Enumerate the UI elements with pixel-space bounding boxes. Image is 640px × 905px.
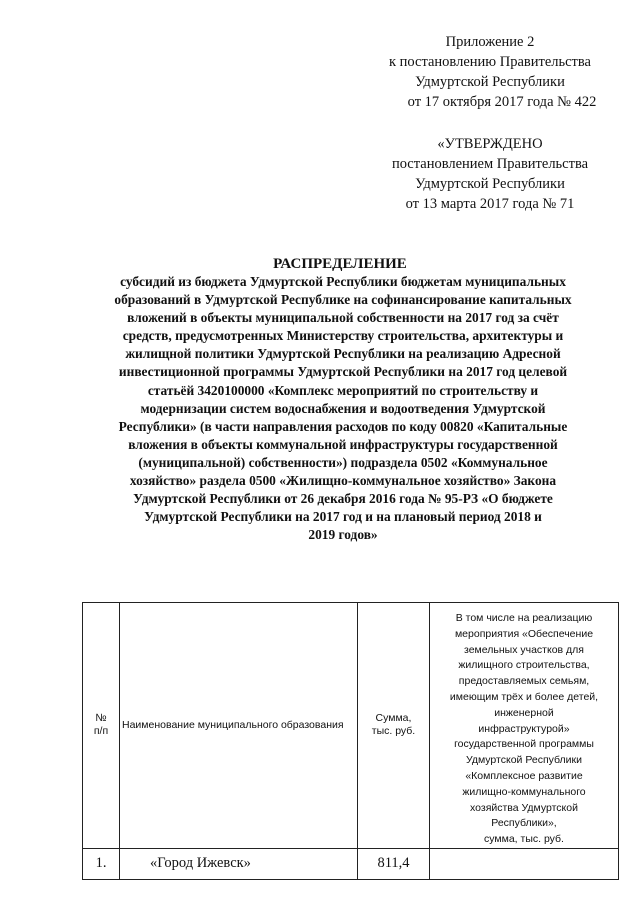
- subtitle-line: статьёй 3420100000 «Комплекс мероприятий по строительству и: [147, 382, 539, 398]
- approval-line: постановлением Правительства: [391, 156, 589, 172]
- row-name: «Город Ижевск»: [120, 848, 358, 879]
- subsidy-table: [82, 602, 619, 880]
- subtitle-line: 2019 годов»: [308, 527, 378, 543]
- subtitle-line: Удмуртской Республики от 26 декабря 2016 года № 95-РЗ «О бюджете: [133, 491, 553, 507]
- approval-line: «УТВЕРЖДЕНО: [437, 136, 543, 152]
- header-name: Наименование муниципального образования: [120, 603, 358, 849]
- subtitle-line: хозяйство» раздела 0500 «Жилищно-коммунальное хозяйство» Закона: [129, 473, 557, 489]
- row-number: 1.: [83, 848, 120, 879]
- subtitle-line: вложений в объекты муниципальной собственности на 2017 год за счёт: [127, 310, 559, 326]
- subtitle-line: модернизации систем водоснабжения и водоотведения Удмуртской: [140, 400, 546, 416]
- subtitle-line: Республики» (в части направления расходов по коду 00820 «Капитальные: [118, 418, 568, 434]
- subtitle-line: инвестиционной программы Удмуртской Республики на 2017 год целевой: [118, 364, 568, 380]
- document-title: РАСПРЕДЕЛЕНИЕ: [273, 256, 407, 272]
- document-subtitle: [74, 273, 612, 544]
- approval-line: от 13 марта 2017 года № 71: [405, 196, 575, 212]
- row-including: [430, 848, 619, 879]
- subtitle-line: Удмуртской Республики на 2017 год и на плановый период 2018 и: [144, 509, 542, 525]
- approval-block: [360, 134, 620, 214]
- subtitle-line: (муниципальной) собственности») подраздела 0502 «Коммунальное: [138, 454, 548, 470]
- subtitle-line: вложения в объекты коммунальной инфраструктуры государственной: [128, 436, 558, 452]
- table-header-row: [83, 603, 619, 849]
- header-sum: Сумма, тыс. руб.: [358, 603, 430, 849]
- header-number: № п/п: [83, 603, 120, 849]
- header-including: В том числе на реализацию мероприятия «Обеспечение земельных участков для жилищного строительства, предоставляемых семьям, имеющим трёх и более детей, инженерной инфраструктурой» государственной программы Удмуртской Республики «Комплексное развитие жилищно-коммунального хозяйства Удмуртской Республики», сумма, тыс. руб.: [430, 603, 619, 849]
- appendix-line: к постановлению Правительства: [389, 54, 591, 70]
- table-row: [83, 848, 619, 879]
- row-sum: 811,4: [358, 848, 430, 879]
- appendix-line: Удмуртской Республики: [415, 74, 565, 90]
- approval-line: Удмуртской Республики: [415, 176, 565, 192]
- appendix-block: [360, 32, 620, 112]
- subtitle-line: образований в Удмуртской Республике на софинансирование капитальных: [114, 292, 572, 308]
- appendix-line: от 17 октября 2017 года № 422: [407, 94, 597, 110]
- subtitle-line: субсидий из бюджета Удмуртской Республики бюджетам муниципальных: [120, 274, 566, 289]
- subtitle-line: жилищной политики Удмуртской Республики на реализацию Адресной: [125, 346, 561, 362]
- subtitle-line: средств, предусмотренных Министерству строительства, архитектуры и: [122, 328, 564, 344]
- appendix-line: Приложение 2: [445, 34, 535, 50]
